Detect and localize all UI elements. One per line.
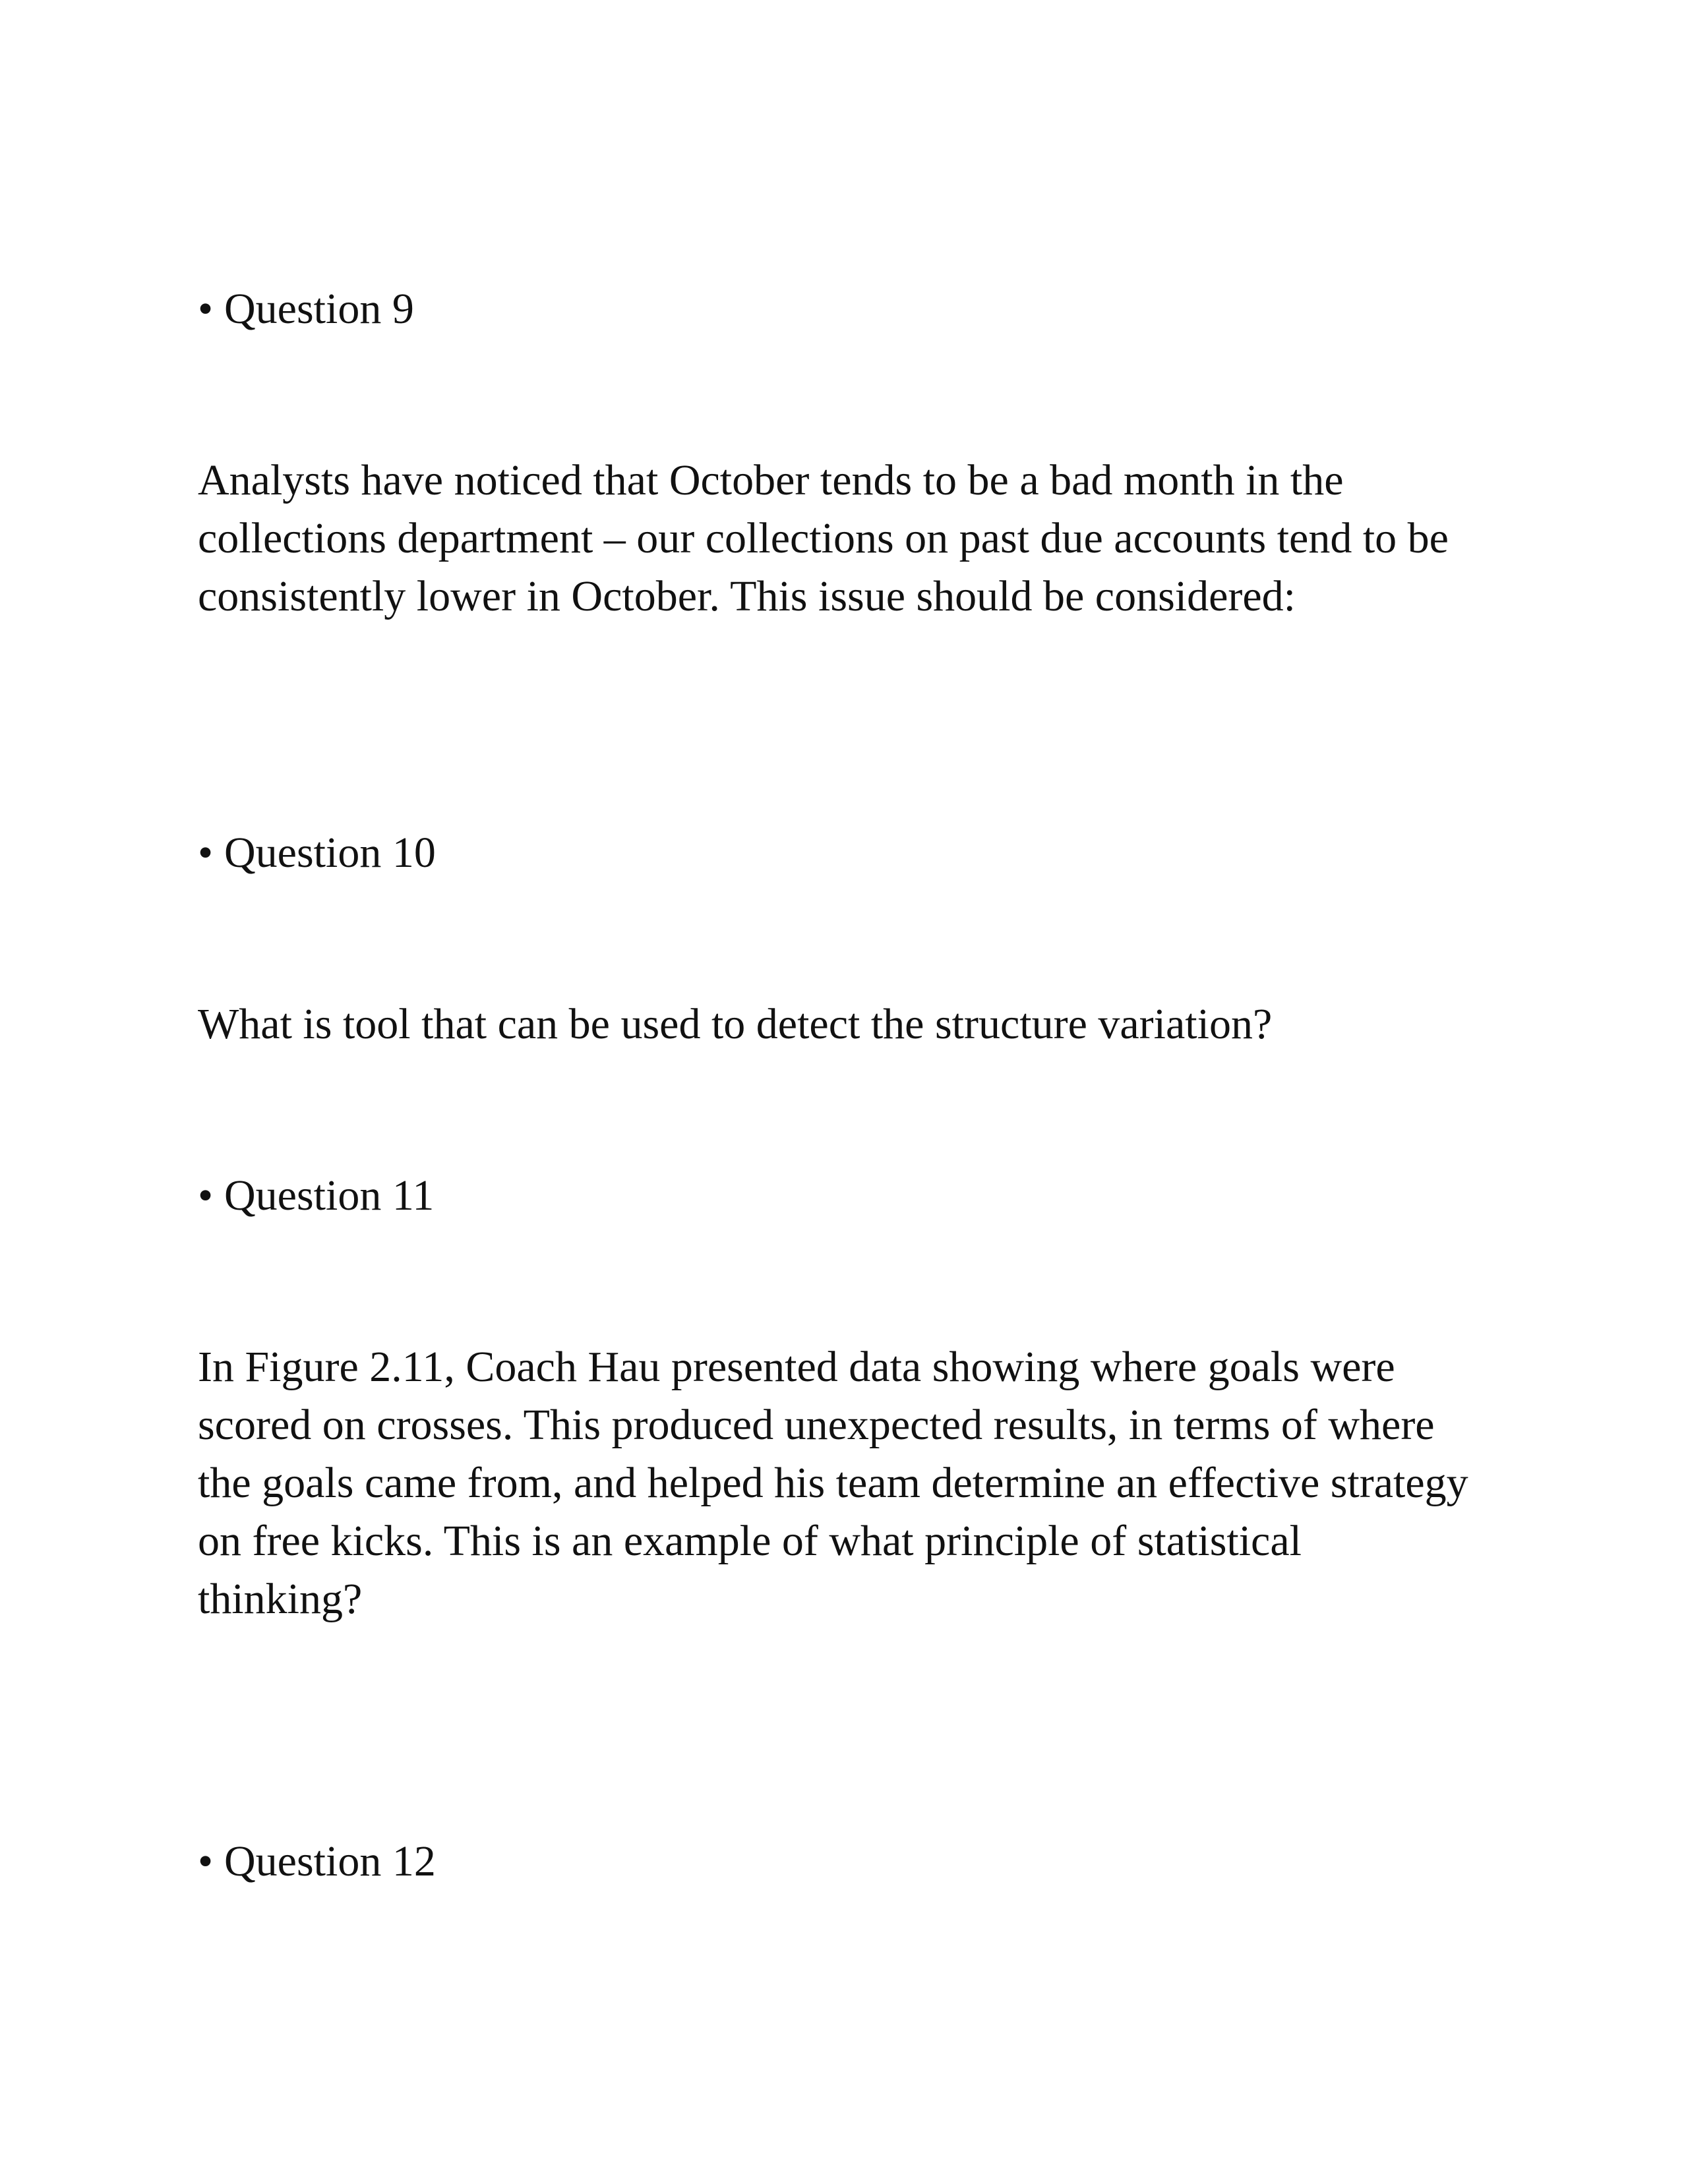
paragraph-line: collections department – our collections on past due accounts tend to be [198,514,1449,562]
question-9-heading [198,280,1517,338]
paragraph-line: scored on crosses. This produced unexpected results, in terms of where [198,1401,1435,1449]
bullet-icon: • [198,285,214,333]
paragraph-line: What is tool that can be used to detect the structure variation? [198,1000,1273,1048]
paragraph-line: consistently lower in October. This issue should be considered: [198,572,1296,620]
bullet-icon: • [198,829,214,877]
paragraph-line: Analysts have noticed that October tends to be a bad month in the [198,456,1344,504]
paragraph-line: thinking? [198,1575,363,1623]
question-heading-text: Question 11 [224,1171,435,1220]
question-10-text [198,995,1517,1053]
paragraph-line: on free kicks. This is an example of what principle of statistical [198,1517,1302,1565]
question-heading-text: Question 12 [224,1837,436,1885]
question-9-text [198,452,1517,626]
question-10-heading [198,824,1517,882]
bullet-icon: • [198,1171,214,1220]
paragraph-line: In Figure 2.11, Coach Hau presented data showing where goals were [198,1343,1395,1391]
question-heading-text: Question 10 [224,829,436,877]
question-12-heading [198,1833,1517,1891]
question-11-heading [198,1167,1517,1225]
question-heading-text: Question 9 [224,285,414,333]
question-11-text [198,1338,1517,1628]
bullet-icon: • [198,1837,214,1885]
paragraph-line: the goals came from, and helped his team determine an effective strategy [198,1459,1468,1507]
